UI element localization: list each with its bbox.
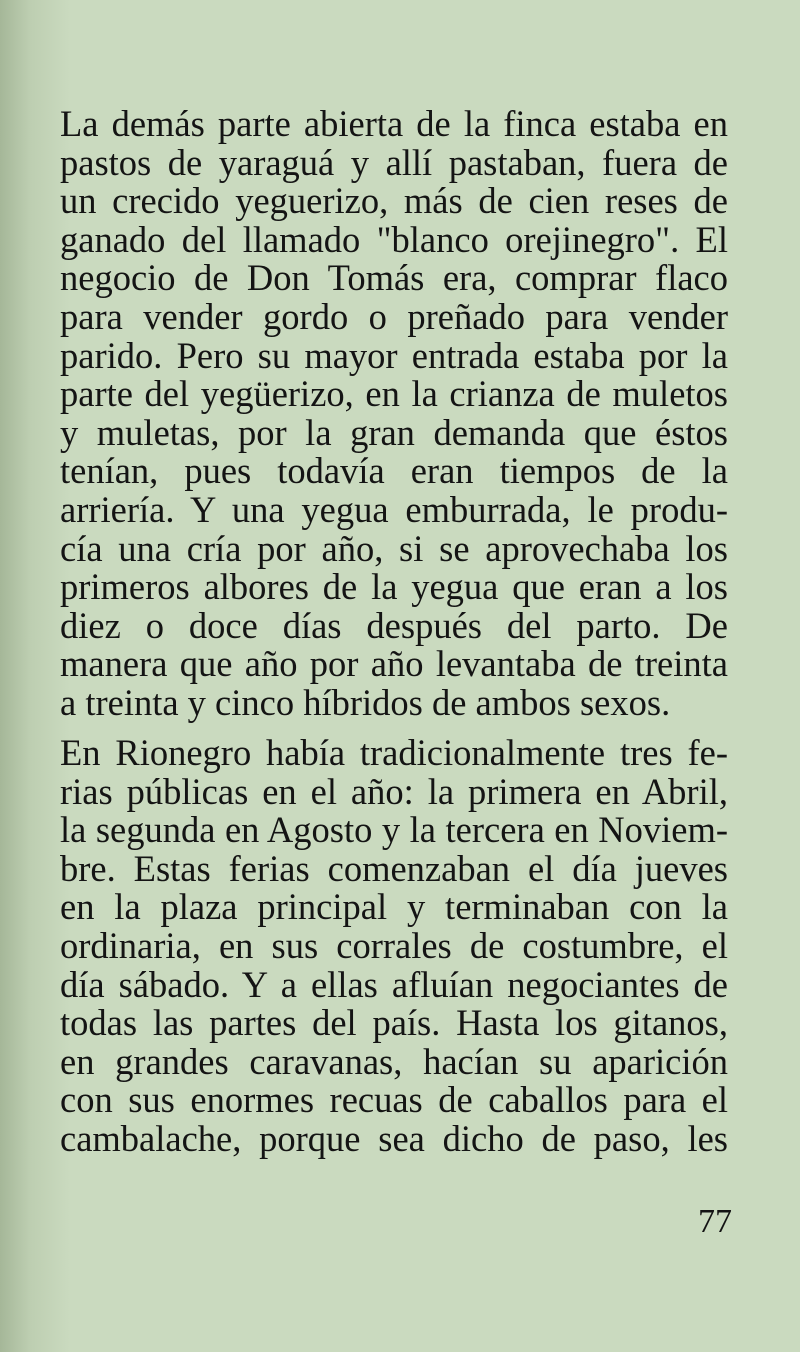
text-line: un crecido yeguerizo, más de cien reses de bbox=[60, 180, 728, 222]
page-number: 77 bbox=[698, 1203, 732, 1240]
text-line: para vender gordo o preñado para vender bbox=[60, 295, 728, 337]
text-line: primeros albores de la yegua que eran a los bbox=[60, 566, 728, 608]
paragraph-1 bbox=[60, 105, 728, 723]
text-line: diez o doce días después del parto. De bbox=[60, 604, 728, 646]
text-line: En Rionegro había tradicionalmente tres fe- bbox=[60, 732, 728, 773]
text-line: pastos de yaraguá y allí pastaban, fuera de bbox=[60, 141, 728, 183]
text-line: La demás parte abierta de la finca estaba en bbox=[60, 103, 728, 144]
text-line: negocio de Don Tomás era, comprar flaco bbox=[60, 257, 728, 299]
text-line: ordinaria, en sus corrales de costumbre, el bbox=[60, 924, 728, 966]
text-line: tenían, pues todavía eran tiempos de la bbox=[60, 450, 728, 492]
text-line: bre. Estas ferias comenzaban el día jueves bbox=[60, 847, 728, 889]
text-line: la segunda en Agosto y la tercera en Noviem- bbox=[60, 809, 728, 851]
text-line: todas las partes del país. Hasta los gitanos, bbox=[60, 1002, 728, 1044]
text-line: arriería. Y una yegua emburrada, le produ- bbox=[60, 488, 728, 530]
text-line: cía una cría por año, si se aprovechaba los bbox=[60, 527, 728, 569]
text-line: en grandes caravanas, hacían su aparición bbox=[60, 1040, 728, 1082]
text-line: ganado del llamado "blanco orejinegro". El bbox=[60, 218, 728, 260]
text-line: manera que año por año levantaba de treinta bbox=[60, 643, 728, 685]
text-line: a treinta y cinco híbridos de ambos sexos. bbox=[60, 681, 671, 723]
text-line: parido. Pero su mayor entrada estaba por la bbox=[60, 334, 728, 376]
text-line: y muletas, por la gran demanda que éstos bbox=[60, 411, 728, 453]
text-line: con sus enormes recuas de caballos para el bbox=[60, 1079, 728, 1121]
text-line: cambalache, porque sea dicho de paso, les bbox=[60, 1117, 728, 1159]
text-line: rias públicas en el año: la primera en Abril, bbox=[60, 770, 728, 812]
paragraph-2 bbox=[60, 734, 728, 1159]
text-line: en la plaza principal y terminaban con la bbox=[60, 886, 728, 928]
text-line: día sábado. Y a ellas afluían negociantes de bbox=[60, 963, 728, 1005]
text-line: parte del yegüerizo, en la crianza de muletos bbox=[60, 373, 728, 415]
